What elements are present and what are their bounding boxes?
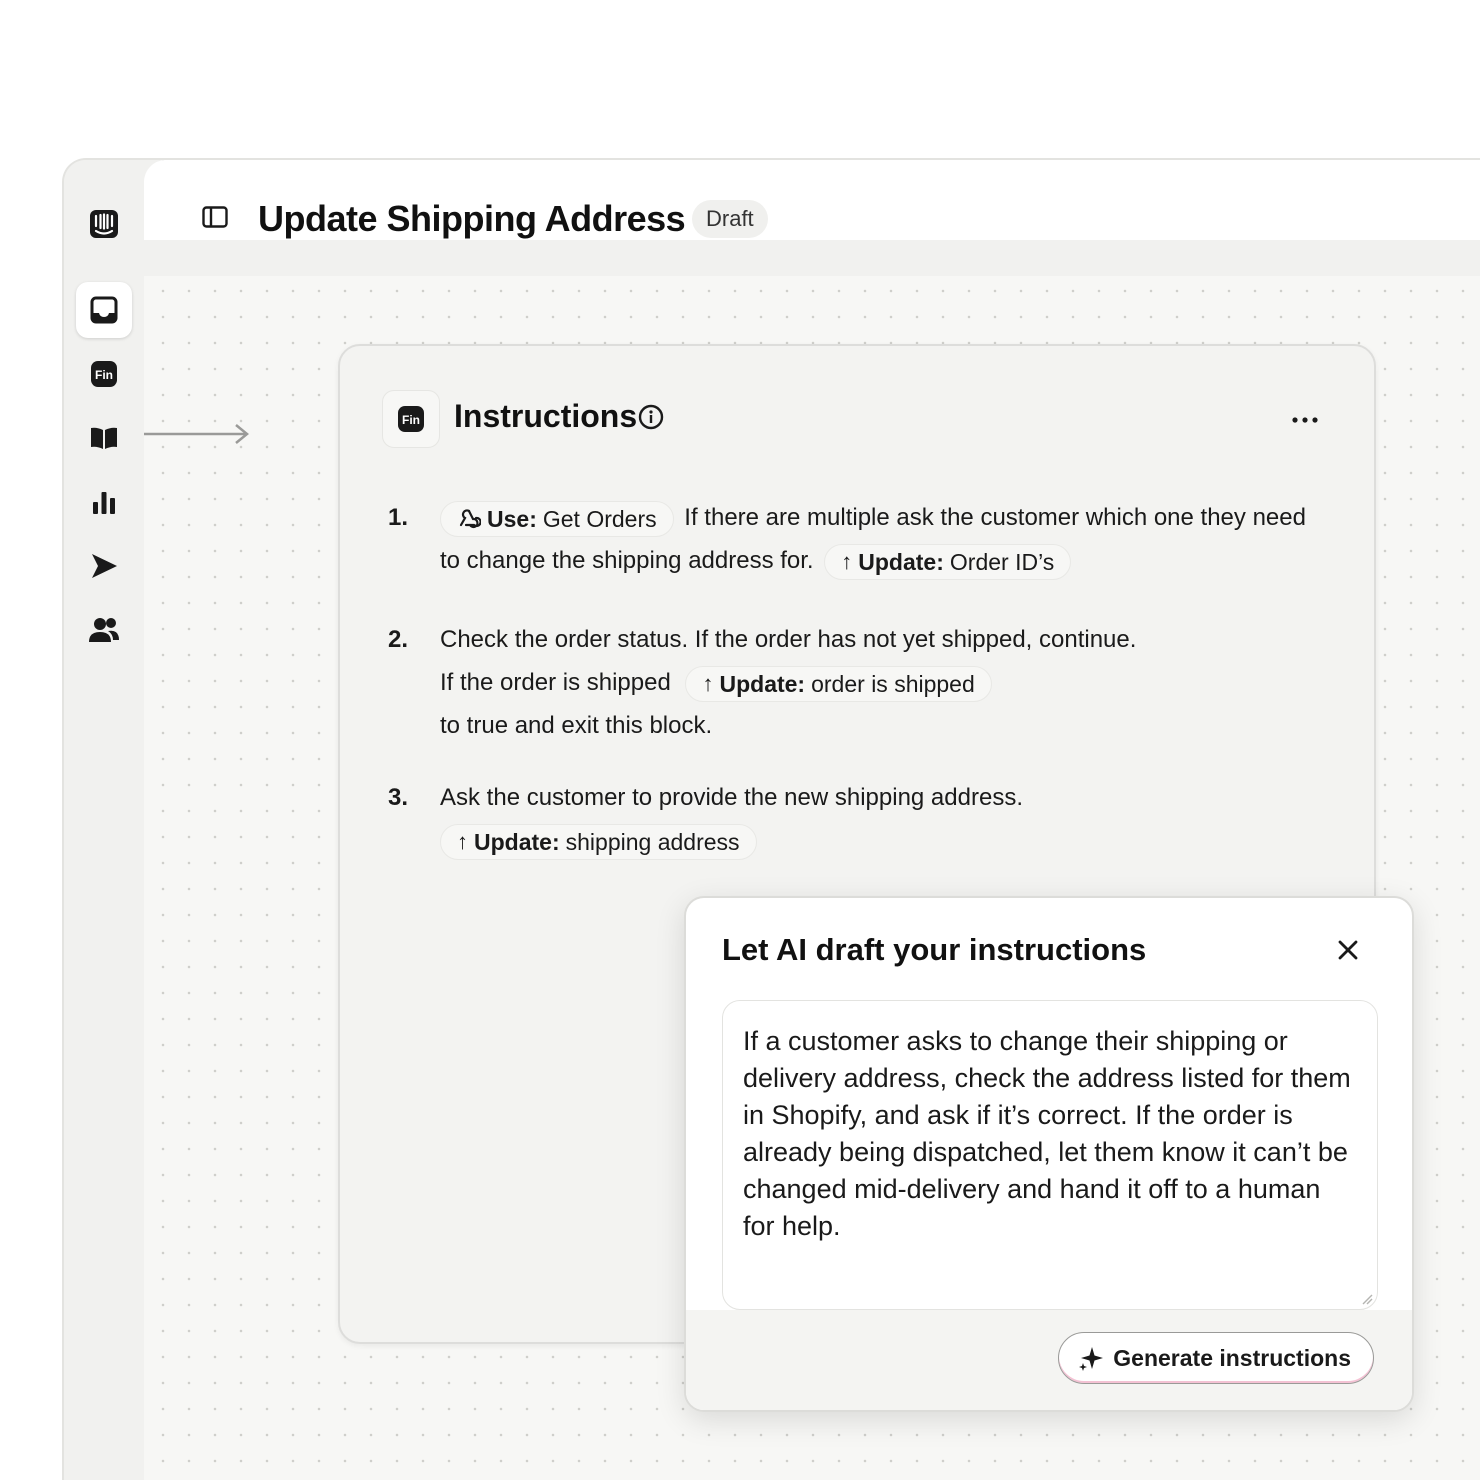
sidebar-toggle-icon[interactable] bbox=[202, 206, 228, 233]
step-number: 2. bbox=[388, 626, 409, 653]
fin-badge bbox=[382, 390, 440, 448]
generate-label: Generate instructions bbox=[1113, 1344, 1351, 1371]
intercom-logo-icon[interactable] bbox=[76, 196, 132, 252]
card-title: Instructions bbox=[454, 398, 638, 434]
fin-icon[interactable] bbox=[76, 346, 132, 402]
update-label: Update: bbox=[474, 828, 560, 855]
close-icon[interactable] bbox=[1334, 936, 1362, 964]
use-label: Use: bbox=[487, 505, 537, 532]
step-text: If the order is shipped bbox=[440, 669, 671, 696]
sparkle-icon bbox=[1077, 1344, 1105, 1372]
generate-instructions-button[interactable] bbox=[1058, 1332, 1374, 1384]
send-icon[interactable] bbox=[76, 538, 132, 594]
update-label: Update: bbox=[858, 548, 944, 575]
users-icon[interactable] bbox=[76, 602, 132, 658]
step-number: 3. bbox=[388, 784, 409, 811]
use-value: Get Orders bbox=[542, 505, 657, 532]
step-text: Ask the customer to provide the new shipping address. bbox=[440, 784, 1023, 811]
header-bar bbox=[144, 160, 1480, 240]
connector-arrow-icon bbox=[144, 422, 250, 446]
update-chip[interactable] bbox=[685, 666, 991, 702]
more-options-icon[interactable] bbox=[1292, 410, 1318, 428]
update-label: Update: bbox=[719, 670, 806, 697]
update-value: Order ID’s bbox=[949, 548, 1055, 575]
update-value: shipping address bbox=[565, 828, 740, 855]
page-title: Update Shipping Address bbox=[258, 198, 686, 239]
step-text: If there are multiple ask the customer which one they need to change the shipping address for. bbox=[440, 504, 1306, 574]
nav-rail bbox=[64, 160, 144, 1480]
svg-text:Fin: Fin bbox=[95, 368, 113, 382]
status-badge: Draft bbox=[692, 200, 768, 238]
prompt-textarea[interactable] bbox=[722, 1000, 1378, 1310]
update-chip[interactable] bbox=[440, 824, 757, 860]
update-value: order is shipped bbox=[811, 670, 975, 697]
arrow-up-icon: ↑ bbox=[841, 548, 853, 574]
update-chip[interactable] bbox=[824, 544, 1071, 580]
fin-icon bbox=[397, 405, 425, 433]
inbox-icon[interactable] bbox=[76, 282, 132, 338]
webhook-icon bbox=[457, 508, 481, 530]
arrow-up-icon: ↑ bbox=[702, 670, 714, 696]
panel-footer bbox=[686, 1310, 1412, 1410]
step-number: 1. bbox=[388, 504, 409, 531]
toolbar-strip bbox=[144, 240, 1480, 276]
svg-text:Fin: Fin bbox=[402, 413, 420, 427]
panel-title: Let AI draft your instructions bbox=[722, 932, 1147, 967]
prompt-text: If a customer asks to change their shipping or delivery address, check the address listed for them in Shopify, and ask if it’s correct. If the order is already being dispatched, let them know it can’t be changed mid-delivery and hand it off to a human for help. bbox=[743, 1026, 1351, 1241]
book-icon[interactable] bbox=[76, 410, 132, 466]
chart-icon[interactable] bbox=[76, 474, 132, 530]
info-icon[interactable] bbox=[638, 404, 664, 435]
step-text: to true and exit this block. bbox=[440, 712, 713, 739]
step-text: Check the order status. If the order has not yet shipped, continue. bbox=[440, 626, 1137, 653]
use-chip[interactable] bbox=[440, 501, 674, 537]
resize-handle-icon[interactable] bbox=[1361, 1293, 1373, 1305]
ai-draft-panel bbox=[684, 896, 1414, 1412]
arrow-up-icon: ↑ bbox=[457, 828, 468, 854]
